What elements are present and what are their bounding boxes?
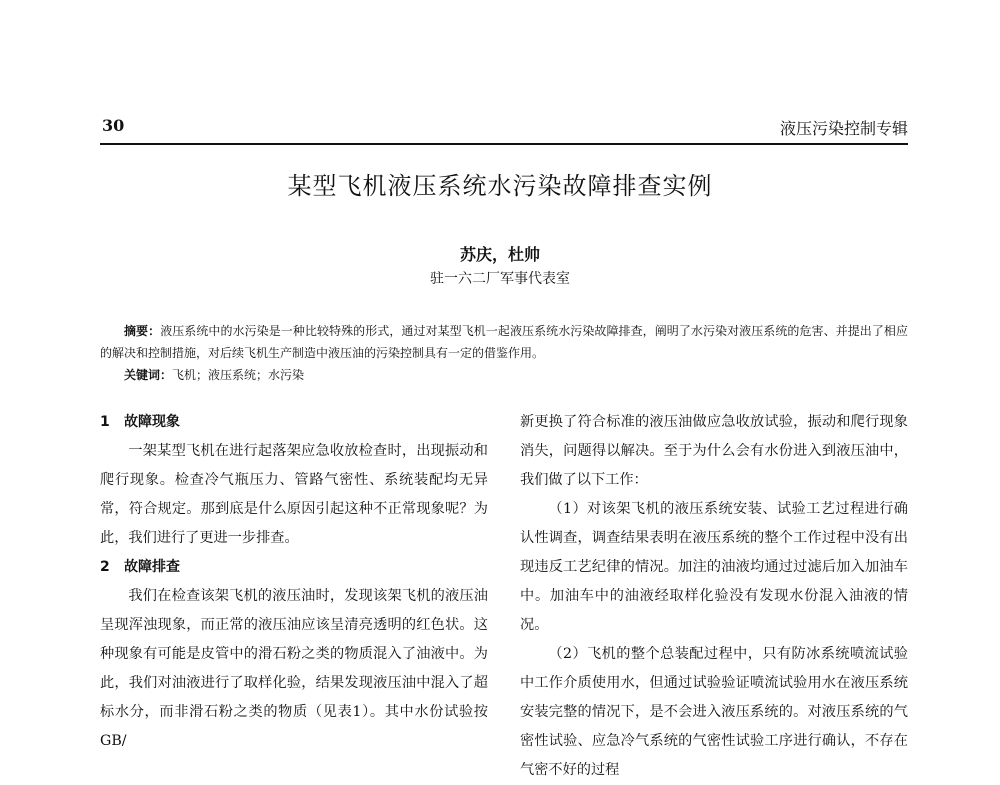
abstract <box>100 320 908 364</box>
body-paragraph: 我们在检查该架飞机的液压油时，发现该架飞机的液压油呈现浑浊现象，而正常的液压油应该呈清亮透明的红色状。这种现象有可能是皮管中的滑石粉之类的物质混入了油液中。为此，我们对油液进行了取样化验，结果发现液压油中混入了超标水分，而非滑石粉之类的物质（见表1）。其中水份试验按 GB/ <box>100 588 488 749</box>
running-header <box>100 112 908 142</box>
body-paragraph: （2）飞机的整个总装配过程中，只有防冰系统喷流试验中工作介质使用水，但通过试验验证喷流试验用水在液压系统安装完整的情况下，是不会进入液压系统的。对液压系统的气密性试验、应急冷气系统的气密性试验工序进行确认，不存在气密不好的过程 <box>520 646 908 778</box>
section-title: 故障现象 <box>124 414 180 430</box>
article-authors: 苏庆，杜帅 <box>459 245 540 264</box>
article-title: 某型飞机液压系统水污染故障排查实例 <box>287 172 713 200</box>
keywords-label: 关键词： <box>124 368 173 382</box>
abstract-label: 摘要： <box>124 324 161 338</box>
section-number: 1 <box>100 414 110 430</box>
section-number: 2 <box>100 559 110 575</box>
section-heading-2 <box>100 553 488 582</box>
section-title: 故障排查 <box>124 559 180 575</box>
abstract-text: 液压系统中的水污染是一种比较特殊的形式，通过对某型飞机一起液压系统水污染故障排查，阐明了水污染对液压系统的危害、并提出了相应的解决和控制措施，对后续飞机生产制造中液压油的污染控制具有一定的借鉴作用。 <box>100 324 908 360</box>
keywords <box>124 364 904 386</box>
keywords-text: 飞机；液压系统；水污染 <box>172 368 305 382</box>
journal-name: 液压污染控制专辑 <box>779 119 908 138</box>
author-affiliation: 驻一六二厂军事代表室 <box>430 271 570 287</box>
page-number: 30 <box>102 116 125 135</box>
header-rule <box>100 143 908 145</box>
section-heading-1 <box>100 408 488 437</box>
right-column <box>520 408 908 785</box>
left-column <box>100 408 488 756</box>
body-paragraph: 一架某型飞机在进行起落架应急收放检查时，出现振动和爬行现象。检查冷气瓶压力、管路气密性、系统装配均无异常，符合规定。那到底是什么原因引起这种不正常现象呢？为此，我们进行了更进一步排查。 <box>100 443 488 546</box>
body-paragraph: （1）对该架飞机的液压系统安装、试验工艺过程进行确认性调查，调查结果表明在液压系统的整个工作过程中没有出现违反工艺纪律的情况。加注的油液均通过过滤后加入加油车中。加油车中的油液经取样化验没有发现水份混入油液的情况。 <box>520 501 908 633</box>
body-paragraph: 新更换了符合标准的液压油做应急收放试验，振动和爬行现象消失，问题得以解决。至于为什么会有水份进入到液压油中，我们做了以下工作： <box>520 414 908 488</box>
